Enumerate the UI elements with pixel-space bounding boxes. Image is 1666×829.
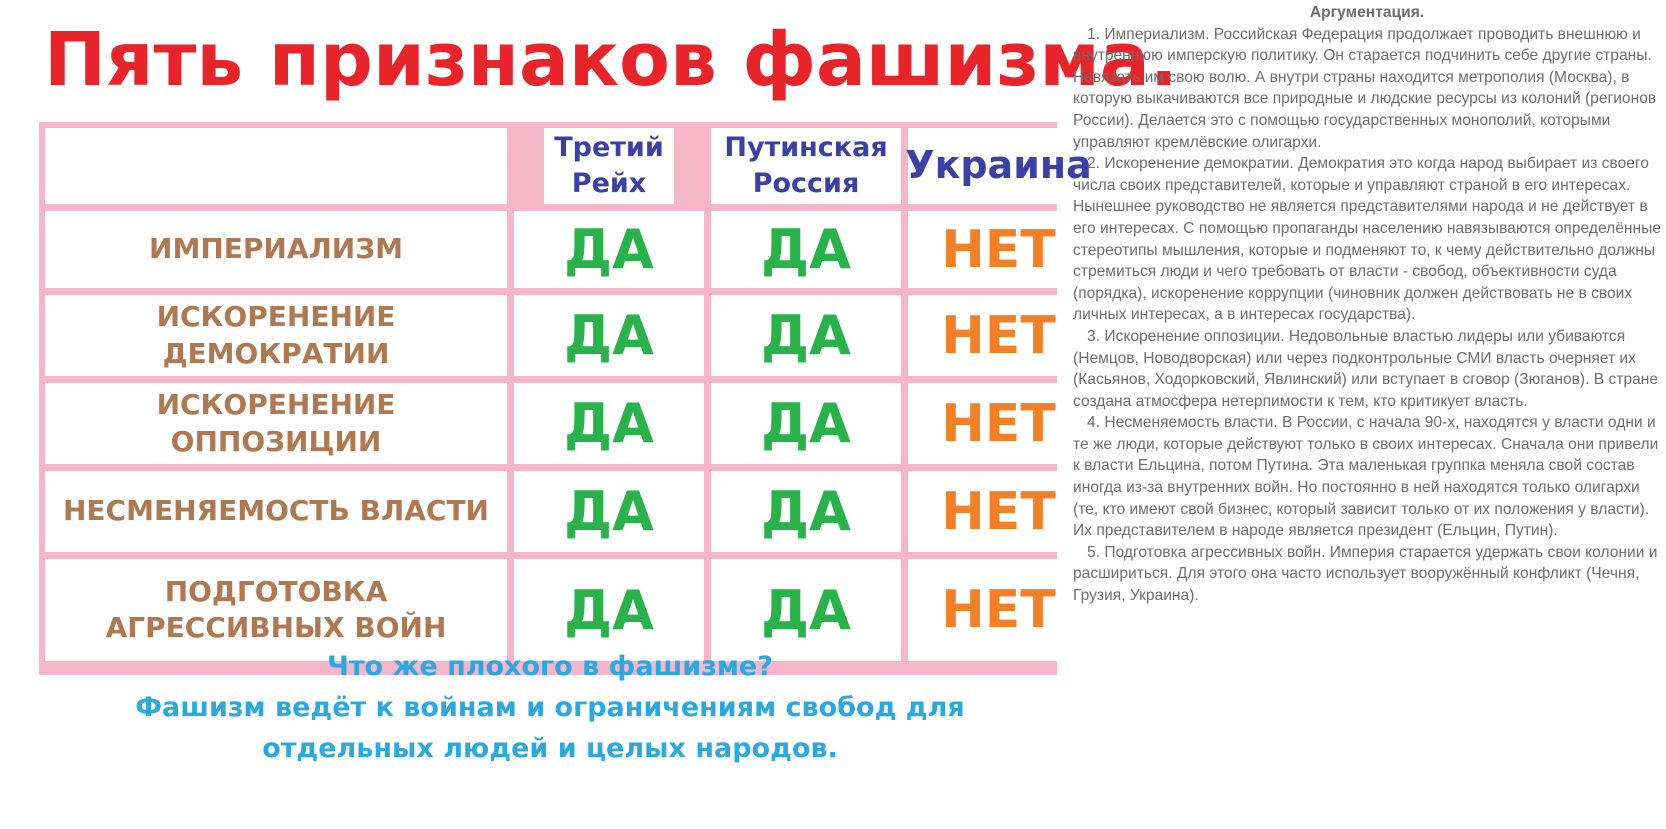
column-header-third-reich: Третий Рейх	[544, 128, 674, 204]
cell-third-reich-opposition: ДА	[514, 383, 704, 464]
cell-ukraine-imperialism: НЕТ	[908, 211, 1089, 288]
cell-third-reich-democracy: ДА	[514, 295, 704, 376]
column-header-ukraine: Украина	[908, 128, 1089, 204]
cell-russia-democracy: ДА	[711, 295, 901, 376]
cell-third-reich-aggressive-wars: ДА	[514, 559, 704, 661]
argumentation-panel	[1073, 2, 1661, 607]
cell-ukraine-democracy: НЕТ	[908, 295, 1089, 376]
row-label-imperialism: ИМПЕРИАЛИЗМ	[45, 211, 507, 288]
comparison-table	[39, 122, 1092, 675]
column-header-putin-russia: Путинская Россия	[711, 128, 901, 204]
argumentation-title: Аргументация.	[1309, 4, 1425, 21]
cell-russia-irremovable-power: ДА	[711, 471, 901, 552]
argument-paragraph-1: 1. Империализм. Российская Федерация продолжает проводить внешнюю и внутреннюю имперскую политику. Он старается подчинить себе другие страны. Навязать им свою волю. А внутри страны находится метрополия (Москва), в которую выкачиваются все природные и людские ресурсы из колоний (регионов России). Делается это с помощью государственных монополий, которыми управляют кремлёвские олигархи.	[1073, 25, 1657, 151]
argument-paragraph-5: 5. Подготовка агрессивных войн. Империя старается удержать свои колонии и расшириться. Для этого она часто использует вооружённый конфликт (Чечня, Грузия, Украина).	[1073, 543, 1658, 605]
cell-ukraine-aggressive-wars: НЕТ	[908, 559, 1089, 661]
row-label-democracy: ИСКОРЕНЕНИЕ ДЕМОКРАТИИ	[45, 295, 507, 376]
cell-russia-aggressive-wars: ДА	[711, 559, 901, 661]
cell-russia-opposition: ДА	[711, 383, 901, 464]
argument-paragraph-2: 2. Искоренение демократии. Демократия это когда народ выбирает из своего числа своих представителей, которые и управляют страной в его интересах. Нынешнее руководство не является представителями народа и не действует в его интересах. С помощью пропаганды населению навязываются определённые стереотипы мышления, которые и подменяют то, к чему действительно должны стремиться люди и чего требовать от власти - свобод, объективности суда (порядка), искоренение коррупции (чиновник должен действовать не в своих личных интересах, а в интересах государства).	[1073, 155, 1661, 324]
cell-ukraine-irremovable-power: НЕТ	[908, 471, 1089, 552]
cell-russia-imperialism: ДА	[711, 211, 901, 288]
cell-ukraine-opposition: НЕТ	[908, 383, 1089, 464]
empty-corner-cell	[45, 128, 507, 204]
row-label-irremovable-power: НЕСМЕНЯЕМОСТЬ ВЛАСТИ	[45, 471, 507, 552]
cell-third-reich-irremovable-power: ДА	[514, 471, 704, 552]
page-title: Пять признаков фашизма.	[44, 17, 1178, 103]
row-label-aggressive-wars: ПОДГОТОВКА АГРЕССИВНЫХ ВОЙН	[45, 559, 507, 661]
conclusion-question: Что же плохого в фашизме?	[327, 651, 773, 682]
cell-third-reich-imperialism: ДА	[514, 211, 704, 288]
argument-paragraph-4: 4. Несменяемость власти. В России, с начала 90-х, находятся у власти одни и те же люди, которые действуют только в своих интересах. Сначала они привели к власти Ельцина, потом Путина. Эта маленькая группка меняла свой состав иногда из-за внутренних войн. Но постоянно в ней находятся только олигархи (те, кто имеют свой бизнес, который зависит только от их положения у власти). Их представителем в народе является президент (Ельцин, Путин).	[1073, 414, 1659, 540]
conclusion-answer: Фашизм ведёт к войнам и ограничениям свобод для отдельных людей и целых народов.	[135, 692, 965, 764]
conclusion-block	[40, 646, 1060, 769]
row-label-opposition: ИСКОРЕНЕНИЕ ОППОЗИЦИИ	[45, 383, 507, 464]
argument-paragraph-3: 3. Искоренение оппозиции. Недовольные властью лидеры или убиваются (Немцов, Новодворская) или через подконтрольные СМИ власть очерняет их (Касьянов, Ходорковский, Явлинский) или вступает в сговор (Зюганов). В стране создана атмосфера нетерпимости к тем, кто критикует власть.	[1073, 327, 1659, 410]
